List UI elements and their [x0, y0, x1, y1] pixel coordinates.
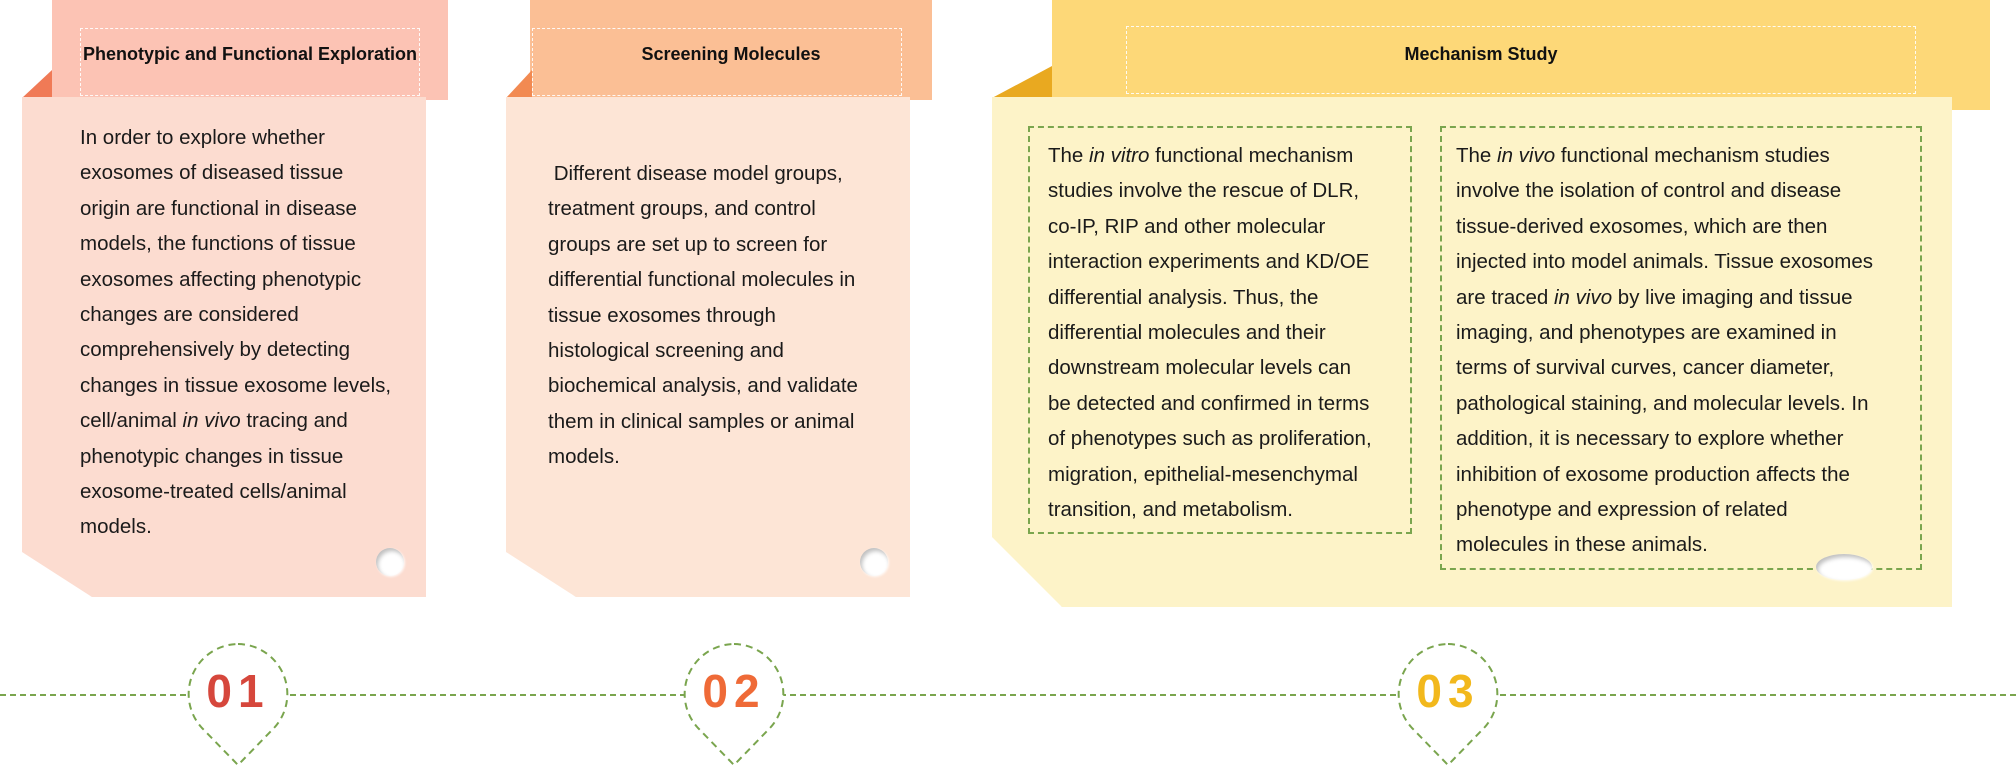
card-3-left-line: studies involve the rescue of DLR,	[1048, 179, 1360, 203]
card-2-line: differential functional molecules in	[548, 268, 856, 292]
card-2-line: them in clinical samples or animal	[548, 409, 855, 433]
card-3-right-line: tissue-derived exosomes, which are then	[1456, 214, 1828, 238]
card-3-left-line: migration, epithelial-mesenchymal	[1048, 462, 1358, 486]
card-3-left-line: differential molecules and their	[1048, 321, 1326, 345]
step-marker-1	[180, 640, 296, 767]
card-1-title: Phenotypic and Functional Exploration	[82, 44, 418, 64]
card-3-hole	[1816, 554, 1872, 580]
card-2-hole	[860, 548, 888, 576]
card-1-line: models, the functions of tissue	[80, 232, 356, 256]
step-number-2: 02	[702, 665, 766, 717]
step-marker-2	[676, 640, 792, 767]
card-3-left-line: interaction experiments and KD/OE	[1048, 250, 1370, 274]
card-3-right-line: molecules in these animals.	[1456, 533, 1708, 557]
timeline-dashed-line	[0, 694, 2016, 696]
card-2-line: histological screening and	[548, 339, 784, 363]
card-1-text	[80, 120, 391, 545]
card-3-right-line: imaging, and phenotypes are examined in	[1456, 321, 1837, 345]
card-3-left-line: transition, and metabolism.	[1048, 498, 1293, 522]
card-3-left-line: The in vitro functional mechanism	[1048, 144, 1354, 167]
card-3-left-line: be detected and confirmed in terms	[1048, 391, 1370, 415]
card-2-title: Screening Molecules	[641, 44, 821, 64]
card-3-right-line: injected into model animals. Tissue exosomes	[1456, 250, 1874, 274]
card-1-line: In order to explore whether	[80, 126, 325, 149]
card-1-line: phenotypic changes in tissue	[80, 444, 344, 468]
card-1-line: exosomes of diseased tissue	[80, 161, 344, 185]
card-3-left-line: co-IP, RIP and other molecular	[1048, 214, 1326, 238]
card-1-line: exosome-treated cells/animal	[80, 480, 347, 504]
card-2-line: models.	[548, 445, 620, 469]
card-3-right-line: pathological staining, and molecular levels. In	[1456, 391, 1869, 415]
card-3-right-line: addition, it is necessary to explore whether	[1456, 427, 1844, 451]
card-1-line: origin are functional in disease	[80, 196, 357, 220]
card-2-line: groups are set up to screen for	[548, 232, 828, 256]
card-2-line: tissue exosomes through	[548, 303, 776, 327]
card-3-right-line: phenotype and expression of related	[1456, 498, 1788, 522]
card-1-line: comprehensively by detecting	[80, 338, 351, 362]
card-3-fold	[992, 66, 1052, 98]
card-2-line: biochemical analysis, and validate	[548, 374, 858, 398]
card-3-right-line: involve the isolation of control and disease	[1456, 179, 1842, 203]
card-1-hole	[376, 548, 404, 576]
card-1-line: cell/animal in vivo tracing and	[80, 409, 348, 433]
card-3-left-line: of phenotypes such as proliferation,	[1048, 427, 1372, 451]
card-1-line: changes are considered	[80, 303, 299, 327]
card-2-fold	[506, 70, 532, 98]
card-3-right-line: are traced in vivo by live imaging and tissue	[1456, 285, 1853, 309]
card-2-text	[548, 156, 858, 475]
card-3-right-line: terms of survival curves, cancer diameter,	[1456, 356, 1835, 380]
card-1-line: changes in tissue exosome levels,	[80, 373, 392, 397]
step-number-1: 01	[206, 665, 270, 717]
card-3-left-line: differential analysis. Thus, the	[1048, 285, 1319, 309]
card-3-title: Mechanism Study	[1404, 44, 1558, 64]
card-2-line: Different disease model groups,	[548, 162, 843, 185]
card-1-line: exosomes affecting phenotypic	[80, 267, 362, 291]
card-3-left-line: downstream molecular levels can	[1048, 356, 1352, 380]
card-3-right-line: The in vivo functional mechanism studies	[1456, 144, 1830, 167]
card-2-line: treatment groups, and control	[548, 197, 816, 221]
card-3-right-line: inhibition of exosome production affects the	[1456, 462, 1850, 486]
card-3-left-text	[1048, 138, 1372, 527]
card-1-fold	[22, 70, 52, 98]
step-marker-3	[1390, 640, 1506, 767]
step-number-3: 03	[1416, 665, 1480, 717]
card-1-line: models.	[80, 515, 152, 539]
card-3-right-text	[1456, 138, 1873, 563]
